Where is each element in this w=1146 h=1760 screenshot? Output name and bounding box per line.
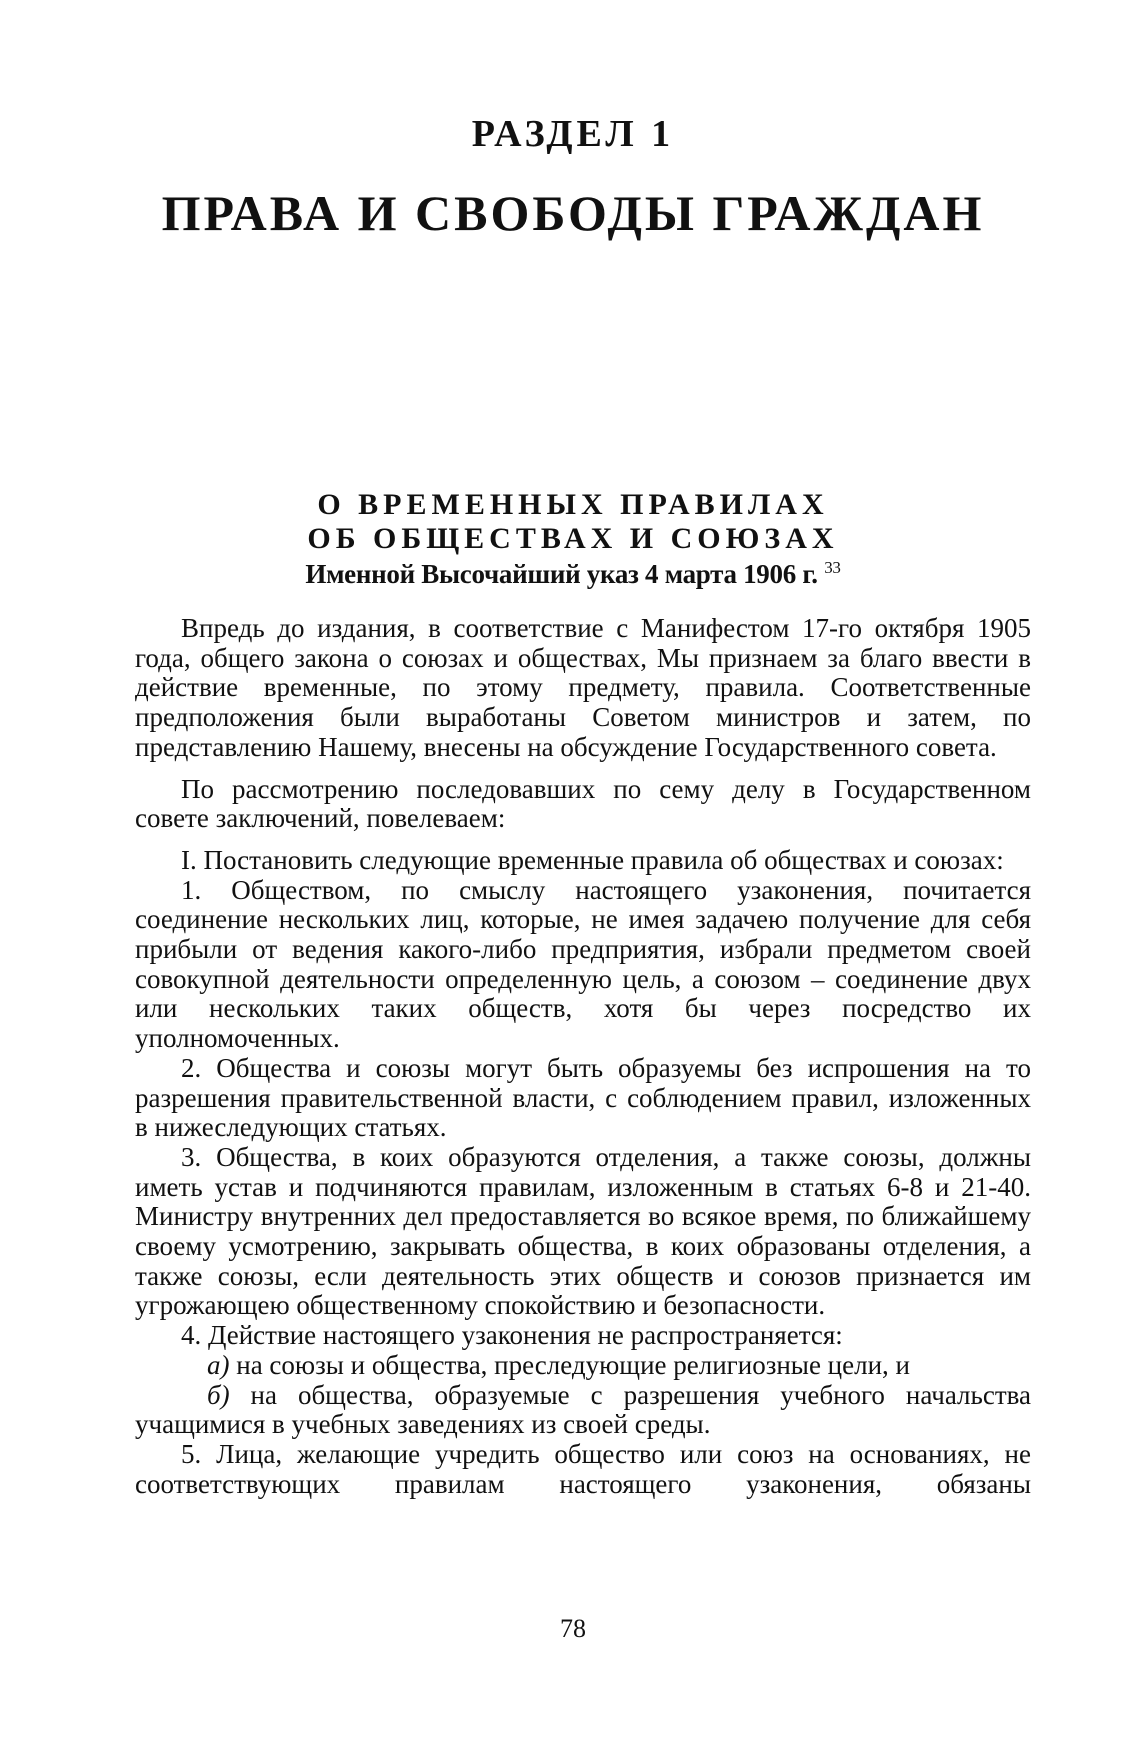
body-text (135, 614, 1031, 1499)
paragraph-article-5: 5. Лица, желающие учредить общество или союз на основаниях, не соответствующих правилам настоящего узаконения, обязаны (135, 1438, 1031, 1499)
paragraph-article-2: 2. Общества и союзы могут быть образуемы без испрошения на то разрешения правительственной власти, с соблюдением правил, изложенных в нижеследующих статьях. (135, 1052, 1031, 1143)
document-heading (0, 488, 1146, 592)
item-letter-a: а) (207, 1349, 230, 1380)
paragraph-article-4: 4. Действие настоящего узаконения не распространяется: (181, 1320, 843, 1351)
section-label: РАЗДЕЛ 1 (471, 113, 675, 155)
paragraph-article-1: 1. Обществом, по смыслу настоящего узаконения, почитается соединение нескольких лиц, которые, не имея задачею получение для себя прибыли от ведения какого-либо предприятия, избрали предметом своей совокупной деятельности определенную цель, а союзом – соединение двух или нескольких таких обществ, хотя бы через посредство их уполномоченных. (135, 874, 1031, 1054)
paragraph-preamble: Впредь до издания, в соответствие с Манифестом 17-го октября 1905 года, общего закона о союзах и обществах, Мы признаем за благо ввести в действие временные, по этому предмету, правила. Соответственные предположения были выработаны Советом министров и затем, по представлению Нашему, внесены на обсуждение Государственного совета. (135, 613, 1031, 762)
paragraph-decree: По рассмотрению последовавших по сему делу в Государственном совете заключений, повелеваем: (135, 773, 1031, 834)
decree-citation: Именной Высочайший указ 4 марта 1906 г. (305, 559, 818, 589)
paragraph-article-4-a (135, 1351, 1031, 1381)
document-title-line-2: ОБ ОБЩЕСТВАХ И СОЮЗАХ (307, 522, 839, 555)
paragraph-article-4-b (135, 1381, 1031, 1440)
section-title: ПРАВА И СВОБОДЫ ГРАЖДАН (161, 185, 985, 241)
item-letter-b: б) (207, 1379, 230, 1410)
item-text-a: на союзы и общества, преследующие религиозные цели, и (229, 1349, 910, 1380)
document-subtitle (0, 556, 1146, 592)
item-text-b: на общества, образуемые с разрешения учебного начальства учащимися в учебных заведениях из своей среды. (135, 1379, 1031, 1440)
document-title-line-1: О ВРЕМЕННЫХ ПРАВИЛАХ (317, 488, 829, 521)
page-number: 78 (560, 1614, 586, 1643)
paragraph-section-i: I. Постановить следующие временные правила об обществах и союзах: (181, 844, 1004, 875)
paragraph-article-3: 3. Общества, в коих образуются отделения, а также союзы, должны иметь устав и подчиняются правилам, изложенным в статьях 6-8 и 21-40. Министру внутренних дел предоставляется во всякое время, по ближайшему своему усмотрению, закрывать общества, в коих образованы отделения, а также союзы, если деятельность этих обществ и союзов признается им угрожающею общественному спокойствию и безопасности. (135, 1141, 1031, 1321)
footnote-reference: 33 (824, 558, 841, 577)
